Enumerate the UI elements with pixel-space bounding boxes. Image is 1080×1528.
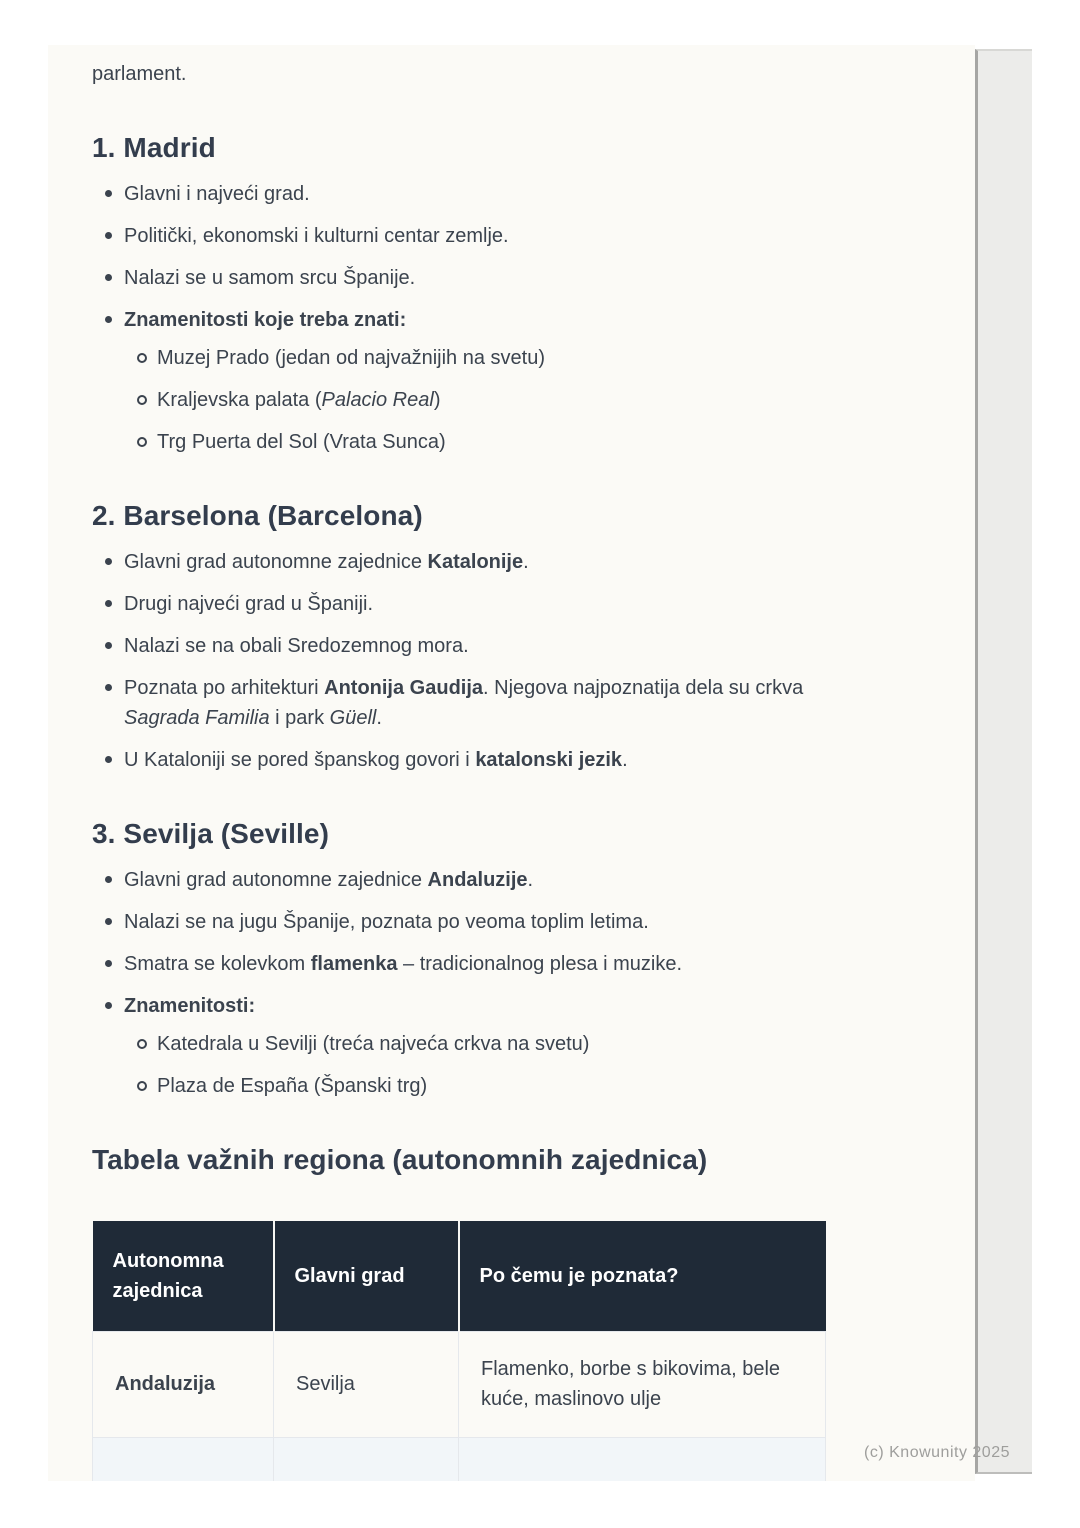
list-item-text: Nalazi se na obali Sredozemnog mora. — [124, 635, 469, 657]
sub-list-item-text: Muzej Prado (jedan od najvažnijih na svetu) — [157, 347, 545, 369]
list-item-text: Drugi najveći grad u Španiji. — [124, 593, 374, 615]
table-row — [93, 1437, 826, 1481]
page-content — [48, 45, 975, 1481]
list-item-text: Politički, ekonomski i kulturni centar zemlje. — [124, 225, 509, 247]
section-heading-madrid: 1. Madrid — [92, 132, 216, 163]
watermark: (c) Knowunity 2025 — [864, 1444, 1010, 1461]
list-item-text: Glavni grad autonomne zajednice Andaluzije. — [124, 869, 534, 891]
document-page — [48, 45, 975, 1481]
list-item-text: Znamenitosti koje treba znati: — [124, 309, 407, 331]
table-cell — [93, 1437, 274, 1481]
list-item-text: Nalazi se na jugu Španije, poznata po veoma toplim letima. — [124, 911, 649, 933]
sevilja-sublist — [124, 1029, 805, 1101]
madrid-list — [92, 179, 805, 457]
list-item-text: Znamenitosti: — [124, 995, 256, 1017]
sub-list-item — [157, 427, 805, 457]
list-item-text: Glavni grad autonomne zajednice Katalonije. — [124, 551, 529, 573]
sub-list-item — [157, 1071, 805, 1101]
table-cell-text: Sevilja — [296, 1373, 355, 1395]
list-item — [124, 949, 805, 979]
list-item — [124, 745, 805, 775]
sevilja-list — [92, 865, 805, 1101]
table-header-cell-capital: Glavni grad — [274, 1221, 459, 1331]
sub-list-item-text: Trg Puerta del Sol (Vrata Sunca) — [157, 431, 446, 453]
sub-list-item-text: Kraljevska palata (Palacio Real) — [157, 389, 441, 411]
list-item — [124, 991, 805, 1101]
sub-list-item — [157, 385, 805, 415]
list-item-text: Nalazi se u samom srcu Španije. — [124, 267, 416, 289]
list-item — [124, 221, 805, 251]
table-row — [93, 1331, 826, 1437]
madrid-sublist — [124, 343, 805, 457]
list-item — [124, 907, 805, 937]
section-heading-barselona: 2. Barselona (Barcelona) — [92, 500, 423, 531]
regions-table — [92, 1221, 826, 1481]
list-item — [124, 673, 805, 733]
list-item — [124, 865, 805, 895]
barselona-list — [92, 547, 805, 775]
table-cell-text: Flamenko, borbe s bikovima, bele kuće, maslinovo ulje — [481, 1358, 781, 1410]
sub-list-item — [157, 343, 805, 373]
list-item — [124, 305, 805, 457]
sub-list-item-text: Plaza de España (Španski trg) — [157, 1075, 428, 1097]
list-item-text: Poznata po arhitekturi Antonija Gaudija. Njegova najpoznatija dela su crkva Sagrada Familia i park Güell. — [124, 677, 804, 729]
table-header-row — [93, 1221, 826, 1331]
table-cell — [93, 1331, 274, 1437]
sub-list-item-text: Katedrala u Sevilji (treća najveća crkva na svetu) — [157, 1033, 590, 1055]
list-item-text: U Kataloniji se pored španskog govori i katalonski jezik. — [124, 749, 628, 771]
table-cell — [274, 1437, 459, 1481]
section-heading-sevilja: 3. Sevilja (Seville) — [92, 818, 330, 849]
scrollbar-track[interactable] — [975, 49, 1032, 1474]
list-item — [124, 179, 805, 209]
list-item — [124, 589, 805, 619]
sub-list-item — [157, 1029, 805, 1059]
table-header-cell-known-for: Po čemu je poznata? — [459, 1221, 826, 1331]
table-section-heading: Tabela važnih regiona (autonomnih zajednica) — [92, 1144, 708, 1175]
intro-paragraph: parlament. — [92, 63, 187, 85]
list-item-text: Smatra se kolevkom flamenka – tradicionalnog plesa i muzike. — [124, 953, 683, 975]
table-cell — [274, 1331, 459, 1437]
list-item — [124, 631, 805, 661]
list-item-text: Glavni i najveći grad. — [124, 183, 310, 205]
table-cell-text: Andaluzija — [115, 1373, 216, 1395]
list-item — [124, 263, 805, 293]
list-item — [124, 547, 805, 577]
table-cell — [459, 1331, 826, 1437]
table-header-cell-region: Autonomna zajednica — [93, 1221, 274, 1331]
table-cell — [459, 1437, 826, 1481]
